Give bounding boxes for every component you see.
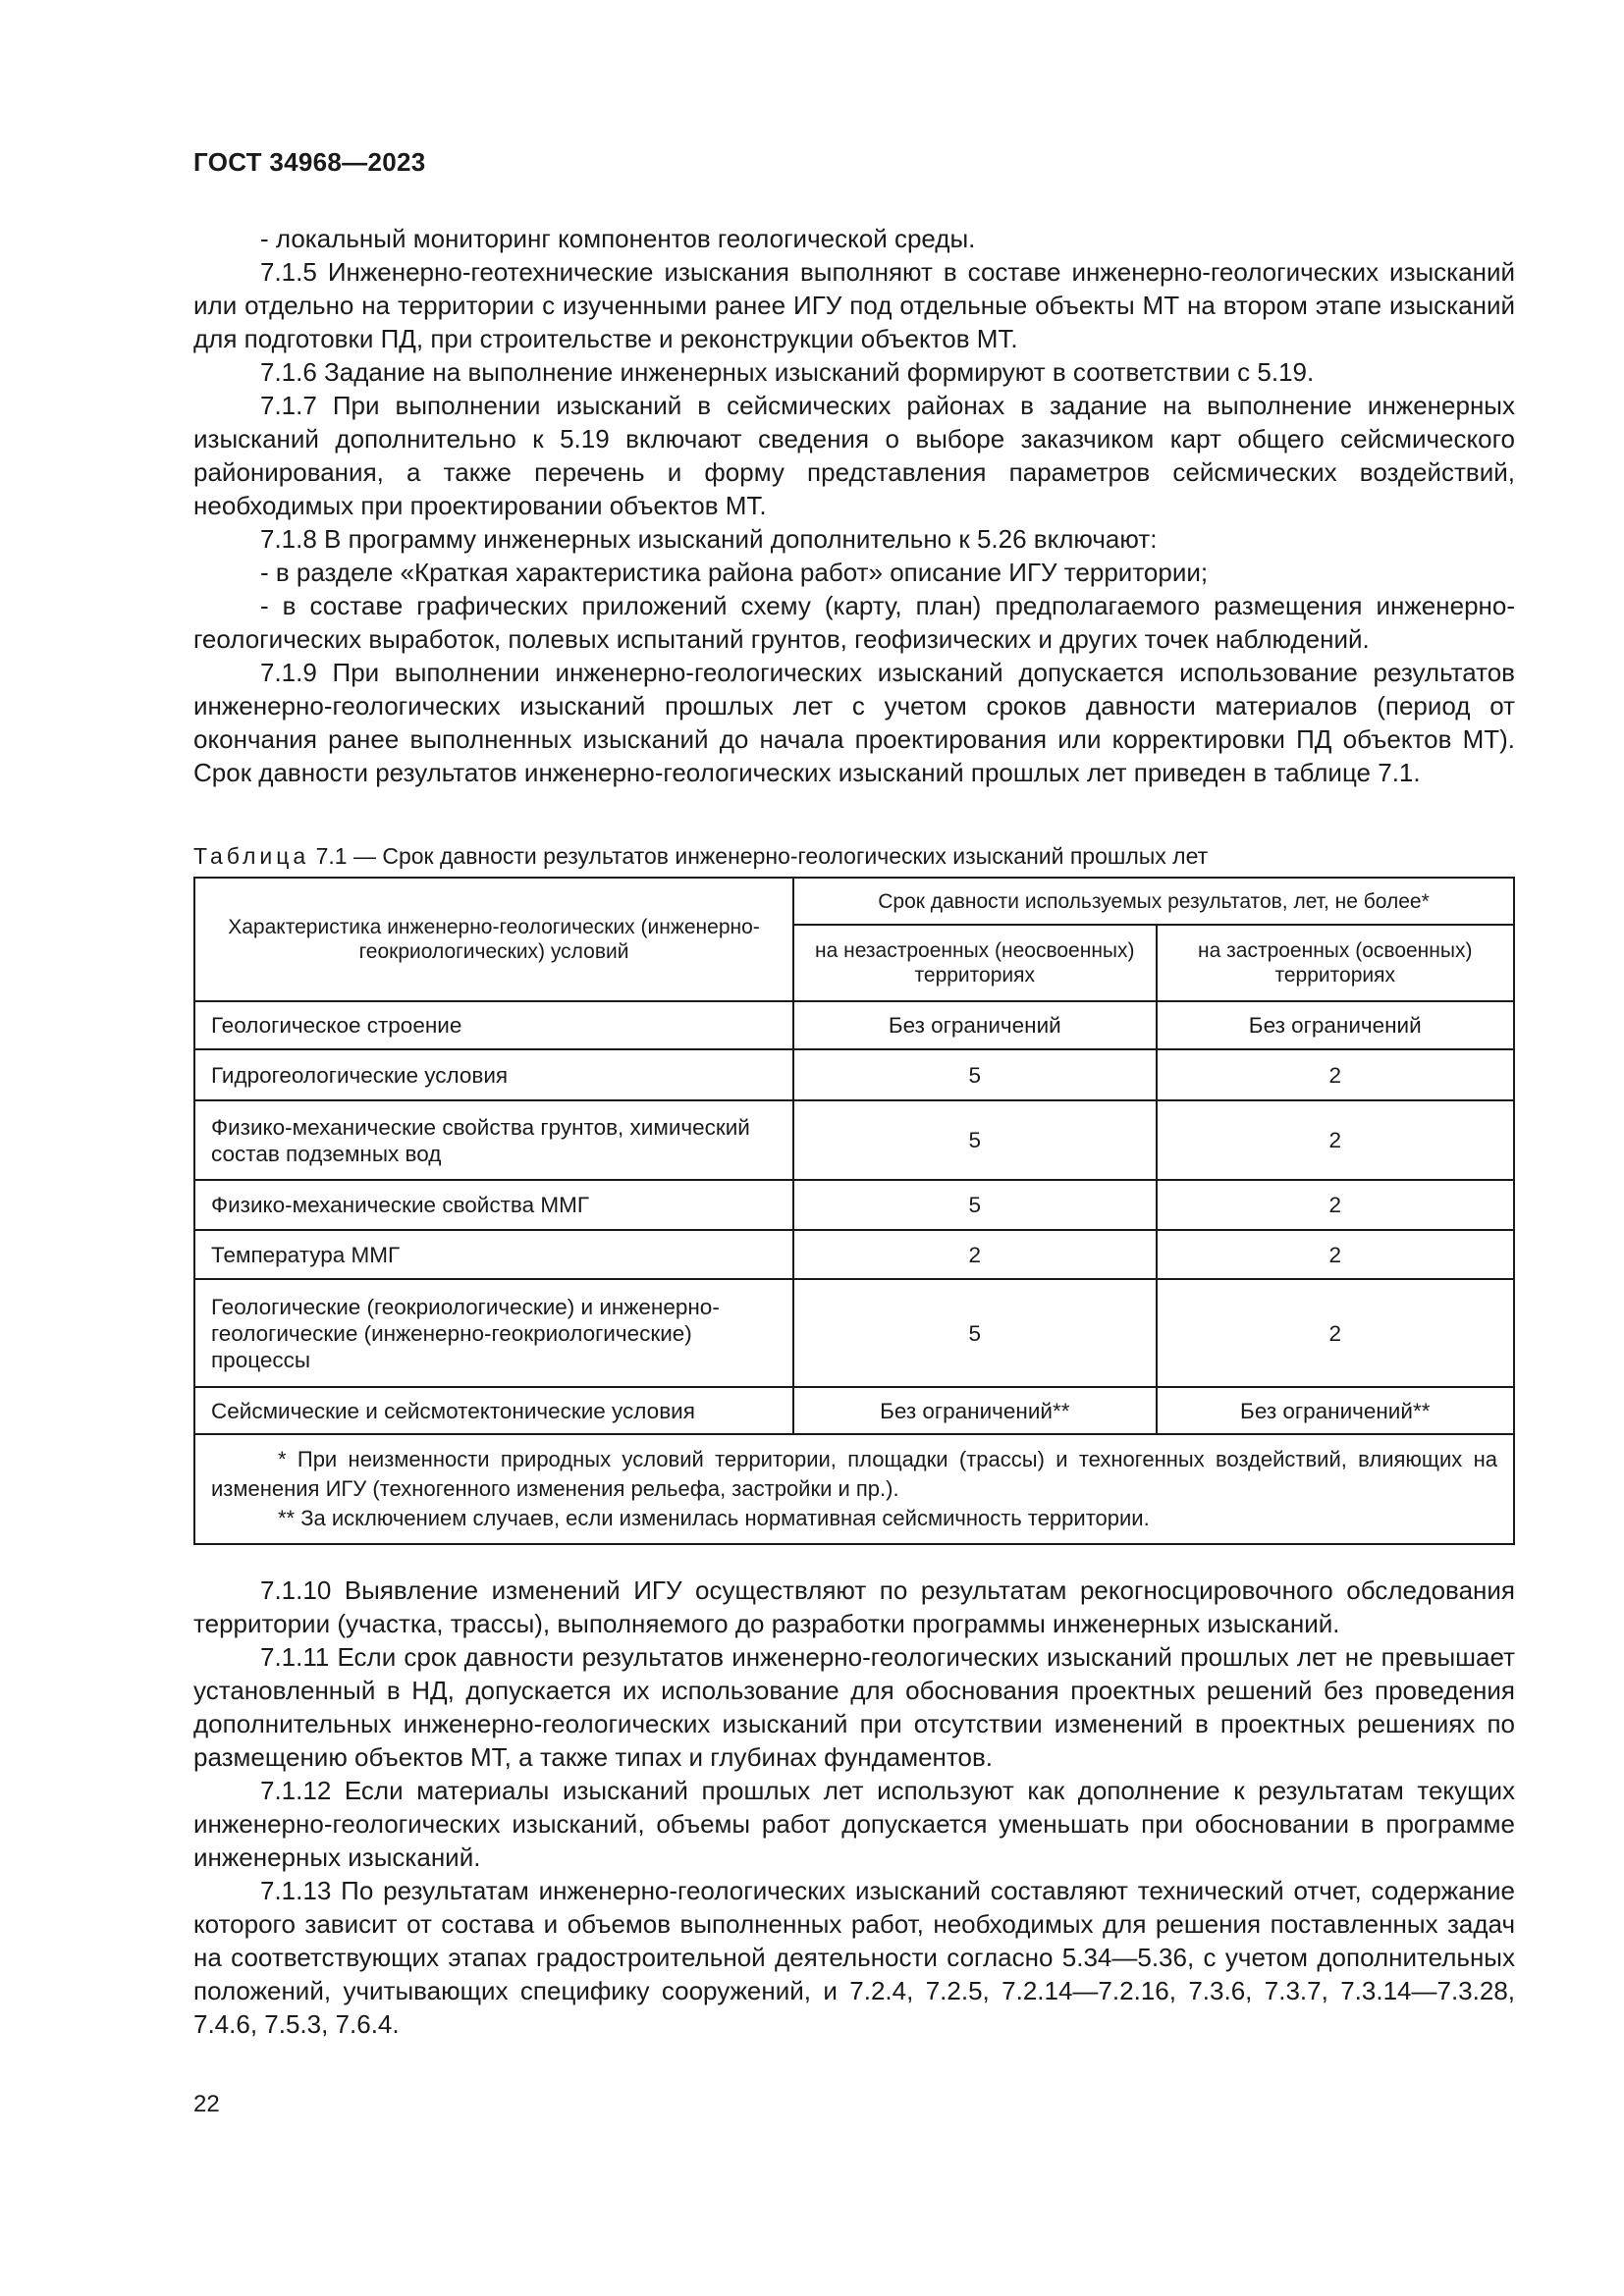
row-value-developed: 2 bbox=[1157, 1279, 1515, 1387]
body-text-top bbox=[193, 222, 1515, 789]
paragraph: 7.1.5 Инженерно-геотехнические изыскания выполняют в составе инженерно-геологических изысканий или отдельно на территории с изученными ранее ИГУ под отдельные объекты МТ на втором этапе изысканий для подготовки ПД, при строительстве и реконструкции объектов МТ. bbox=[193, 257, 1515, 353]
table-caption bbox=[193, 841, 1208, 871]
paragraph: 7.1.9 При выполнении инженерно-геологических изысканий допускается использование результатов инженерно-геологических изысканий прошлых лет с учетом сроков давности материалов (период от окончания ранее выполненных изысканий до начала проектирования или корректировки ПД объектов МТ). Срок давности результатов инженерно-геологических изысканий прошлых лет приведен в таблице 7.1. bbox=[193, 658, 1515, 787]
row-value-developed: 2 bbox=[1157, 1230, 1515, 1279]
paragraph: 7.1.13 По результатам инженерно-геологических изысканий составляют технический отчет, содержание которого зависит от состава и объемов выполненных работ, необходимых для решения поставленных задач на соответствующих этапах градостроительной деятельности согласно 5.34—5.36, с учетом дополнительных положений, учитывающих специфику сооружений, и 7.2.4, 7.2.5, 7.2.14—7.2.16, 7.3.6, 7.3.7, 7.3.14—7.3.28, 7.4.6, 7.5.3, 7.6.4. bbox=[193, 1876, 1515, 2039]
table-caption-word: Таблица bbox=[193, 843, 310, 869]
document-header: ГОСТ 34968—2023 bbox=[193, 147, 426, 177]
column-header-undeveloped: на незастроенных (неосвоенных) территориях bbox=[793, 925, 1156, 1001]
row-value-undeveloped: Без ограничений** bbox=[793, 1387, 1156, 1434]
table-row bbox=[194, 1049, 1514, 1100]
table-notes bbox=[194, 1434, 1514, 1544]
table-notes-row bbox=[194, 1434, 1514, 1544]
paragraph: 7.1.10 Выявление изменений ИГУ осуществляют по результатам рекогносцировочного обследования территории (участка, трассы), выполняемого до разработки программы инженерных изысканий. bbox=[193, 1575, 1515, 1638]
row-name: Гидрогеологические условия bbox=[194, 1049, 793, 1100]
page-number: 22 bbox=[193, 2091, 220, 2117]
data-table bbox=[193, 877, 1515, 1545]
table-row bbox=[194, 1100, 1514, 1180]
row-value-undeveloped: 5 bbox=[793, 1279, 1156, 1387]
column-header-group: Срок давности используемых результатов, лет, не более* bbox=[793, 878, 1514, 925]
table-note: * При неизменности природных условий территории, площадки (трассы) и техногенных воздействий, влияющих на изменения ИГУ (техногенного изменения рельефа, застройки и пр.). bbox=[211, 1447, 1497, 1501]
row-name: Сейсмические и сейсмотектонические условия bbox=[194, 1387, 793, 1434]
table-row bbox=[194, 1279, 1514, 1387]
table-caption-text: 7.1 — Срок давности результатов инженерно-геологических изысканий прошлых лет bbox=[309, 843, 1209, 869]
row-value-developed: 2 bbox=[1157, 1180, 1515, 1230]
row-value-undeveloped: 5 bbox=[793, 1180, 1156, 1230]
paragraph: 7.1.7 При выполнении изысканий в сейсмических районах в задание на выполнение инженерных изысканий дополнительно к 5.19 включают сведения о выборе заказчиком карт общего сейсмического районирования, а также перечень и форму представления параметров сейсмических воздействий, необходимых при проектировании объектов МТ. bbox=[193, 391, 1515, 520]
row-name: Геологические (геокриологические) и инженерно-геологические (инженерно-геокриологические) процессы bbox=[194, 1279, 793, 1387]
row-value-developed: 2 bbox=[1157, 1049, 1515, 1100]
row-value-developed: Без ограничений bbox=[1157, 1001, 1515, 1049]
paragraph: 7.1.12 Если материалы изысканий прошлых лет используют как дополнение к результатам текущих инженерно-геологических изысканий, объемы работ допускается уменьшать при обосновании в программе инженерных изысканий. bbox=[193, 1776, 1515, 1872]
body-text-bottom bbox=[193, 1574, 1515, 2041]
row-name: Физико-механические свойства грунтов, химический состав подземных вод bbox=[194, 1100, 793, 1180]
row-value-undeveloped: 2 bbox=[793, 1230, 1156, 1279]
table-row bbox=[194, 1001, 1514, 1049]
row-value-undeveloped: Без ограничений bbox=[793, 1001, 1156, 1049]
column-header-developed: на застроенных (освоенных) территориях bbox=[1157, 925, 1515, 1001]
row-value-developed: 2 bbox=[1157, 1100, 1515, 1180]
row-value-undeveloped: 5 bbox=[793, 1100, 1156, 1180]
table-note: ** За исключением случаев, если изменилась нормативная сейсмичность территории. bbox=[278, 1506, 1150, 1530]
paragraph: 7.1.6 Задание на выполнение инженерных изысканий формируют в соответствии с 5.19. bbox=[260, 357, 1315, 387]
paragraph: - локальный мониторинг компонентов геологической среды. bbox=[260, 224, 976, 253]
paragraph: - в разделе «Краткая характеристика района работ» описание ИГУ территории; bbox=[260, 558, 1209, 587]
row-name: Физико-механические свойства ММГ bbox=[194, 1180, 793, 1230]
paragraph: 7.1.11 Если срок давности результатов инженерно-геологических изысканий прошлых лет не превышает установленный в НД, допускается их использование для обоснования проектных решений без проведения дополнительных инженерно-геологических изысканий при отсутствии изменений в проектных решениях по размещению объектов МТ, а также типах и глубинах фундаментов. bbox=[193, 1642, 1515, 1772]
column-header-characteristic: Характеристика инженерно-геологических (инженерно-геокриологических) условий bbox=[194, 878, 793, 1001]
paragraph: 7.1.8 В программу инженерных изысканий дополнительно к 5.26 включают: bbox=[260, 524, 1158, 554]
table-row bbox=[194, 1387, 1514, 1434]
row-name: Температура ММГ bbox=[194, 1230, 793, 1279]
row-name: Геологическое строение bbox=[194, 1001, 793, 1049]
table-row bbox=[194, 1180, 1514, 1230]
row-value-developed: Без ограничений** bbox=[1157, 1387, 1515, 1434]
table-row bbox=[194, 1230, 1514, 1279]
paragraph: - в составе графических приложений схему (карту, план) предполагаемого размещения инженерно-геологических выработок, полевых испытаний грунтов, геофизических и других точек наблюдений. bbox=[193, 591, 1515, 654]
row-value-undeveloped: 5 bbox=[793, 1049, 1156, 1100]
